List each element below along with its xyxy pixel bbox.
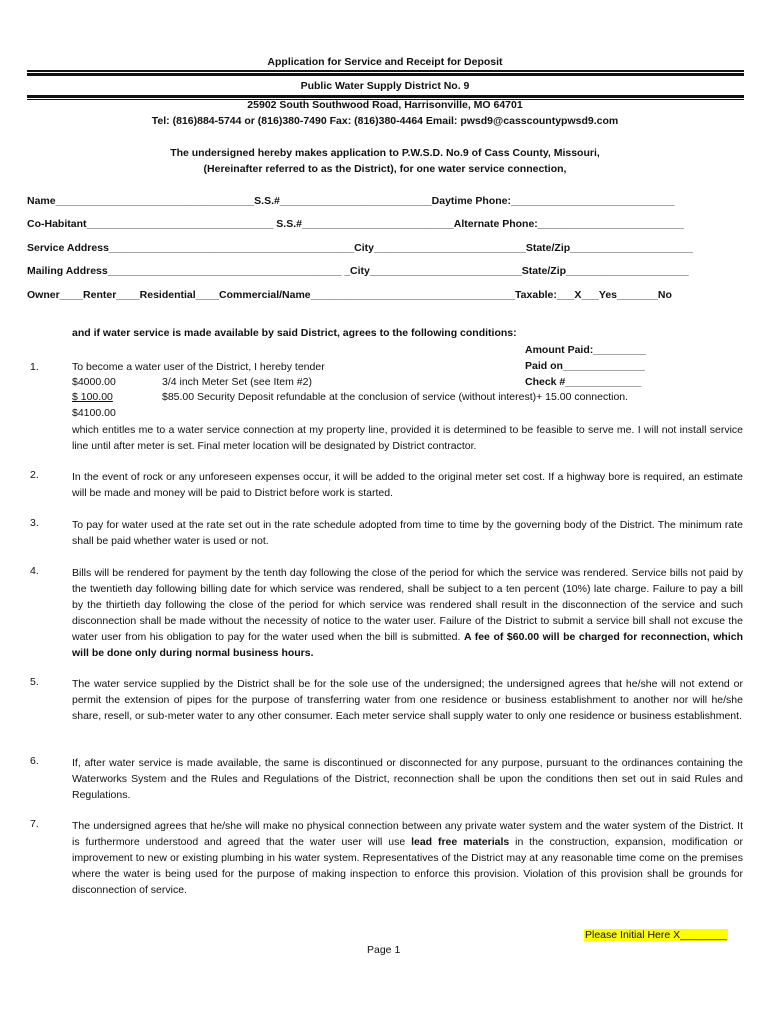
field-row-cohabitant[interactable]: Co-Habitant________________________________ S.S.#__________________________Alternate Phone:_________________________ [27, 218, 684, 230]
item-6-text: If, after water service is made available, the same is discontinued or disconnected for any purpose, pursuant to the ordinances containing the Waterworks System and the Rules and Regulations of the District, reconnection shall be upon the conditions then set out in said Rules and Regulations. [72, 757, 743, 801]
lead-free-materials: lead free materials [411, 836, 510, 848]
meter-amount: $4000.00 [72, 376, 116, 388]
item-4-number: 4. [30, 565, 39, 577]
meter-description: 3/4 inch Meter Set (see Item #2) [162, 376, 312, 388]
deposit-amount: $ 100.00 [72, 391, 113, 403]
header-rule-top-thick [27, 73, 744, 76]
item-5-text: The water service supplied by the District shall be for the sole use of the undersigned; the undersigned agrees that he/she will not extend or permit the extension of pipes for the purpose of transferring water from one residence or business establishment to another nor will he/she share, resell, or sub-meter water to any other consumer. Each meter service shall supply water to only one residence or business establishment. [72, 678, 743, 722]
item-5-number: 5. [30, 676, 39, 688]
item-2-text: In the event of rock or any unforeseen expenses occur, it will be added to the original meter set cost. If a highway bore is required, an estimate will be made and money will be paid to District before work is started. [72, 471, 743, 499]
item-2-number: 2. [30, 469, 39, 481]
item-1-number: 1. [30, 361, 39, 373]
paid-on-field[interactable]: Paid on______________ [525, 360, 645, 372]
intro-line-1: The undersigned hereby makes application to P.W.S.D. No.9 of Cass County, Missouri, [170, 147, 600, 159]
reconnection-fee-notice: A fee of $60.00 will be charged for reconnection, which will be done only during normal business hours. [72, 631, 744, 659]
item-7-text-b: in the construction, expansion, modification or improvement to new or existing plumbing in his water system. Representatives of the District may at any reasonable time come on the premises where the water is being used for the purpose of making inspection to enforce this provision. Violation of this provision shall be grounds for disconnection of service. [72, 836, 743, 896]
field-row-name[interactable]: Name__________________________________S.S.#__________________________Daytime Phone:____________________________ [27, 195, 675, 207]
total-amount: $4100.00 [72, 407, 116, 419]
item-1-intro: To become a water user of the District, I hereby tender [72, 361, 325, 373]
document-title: Application for Service and Receipt for Deposit [267, 56, 503, 68]
conditions-intro: and if water service is made available by said District, agrees to the following conditions: [72, 327, 517, 339]
item-7-number: 7. [30, 818, 39, 830]
district-contact: Tel: (816)884-5744 or (816)380-7490 Fax: (816)380-4464 Email: pwsd9@casscountypwsd9.com [151, 115, 619, 127]
page-number: Page 1 [367, 944, 401, 956]
district-address: 25902 South Southwood Road, Harrisonville, MO 64701 [247, 99, 523, 111]
check-number-field[interactable]: Check #_____________ [525, 376, 642, 388]
initial-here-field[interactable]: Please Initial Here X________ [585, 929, 727, 941]
header-rule-top [27, 70, 744, 72]
field-row-mailing-address[interactable]: Mailing Address________________________________________ _City__________________________State/Zip_____________________ [27, 265, 689, 277]
header-rule-bottom-thick [27, 95, 744, 98]
item-6-number: 6. [30, 755, 39, 767]
item-4-text: Bills will be rendered for payment by the tenth day following the close of the period for which the service was rendered. Service bills not paid by the twentieth day following billing date for which service was rendered, shall be subject to a ten percent (10%) late charge. Failure to pay a bill by the thirtieth day following the close of the period for which service was rendered shall result in the disconnection of the service and such disconnection shall be made without the necessity of notice to the water user. Failure of the District to submit a service bill shall not excuse the water user from his obligation to pay for the water used when the bill is submitted. [72, 567, 743, 643]
deposit-description: $85.00 Security Deposit refundable at the conclusion of service (without interest)+ 15.00 connection. [162, 391, 629, 403]
amount-paid-field[interactable]: Amount Paid:_________ [525, 344, 646, 356]
intro-line-2: (Hereinafter referred to as the District), for one water service connection, [203, 163, 567, 175]
item-7-text-a: The undersigned agrees that he/she will make no physical connection between any private water system and the water system of the District. It is furthermore understood and agreed that the water user will use [72, 820, 743, 848]
item-4-paragraph [72, 565, 743, 661]
item-3-text: To pay for water used at the rate set out in the rate schedule adopted from time to time by the governing body of the District. The minimum rate shall be paid whether water is used or not. [72, 519, 743, 547]
field-row-owner-type[interactable]: Owner____Renter____Residential____Commercial/Name___________________________________Taxable:___X___Yes_______No [27, 289, 672, 301]
item-1-text: which entitles me to a water service connection at my property line, provided it is determined to be feasible to serve me. I will not install service line until after meter is set. Final meter location will be designated by District contractor. [72, 424, 743, 452]
field-row-service-address[interactable]: Service Address__________________________________________City__________________________State/Zip_____________________ [27, 242, 693, 254]
item-7-paragraph [72, 818, 743, 898]
district-name: Public Water Supply District No. 9 [300, 80, 470, 92]
item-3-number: 3. [30, 517, 39, 529]
